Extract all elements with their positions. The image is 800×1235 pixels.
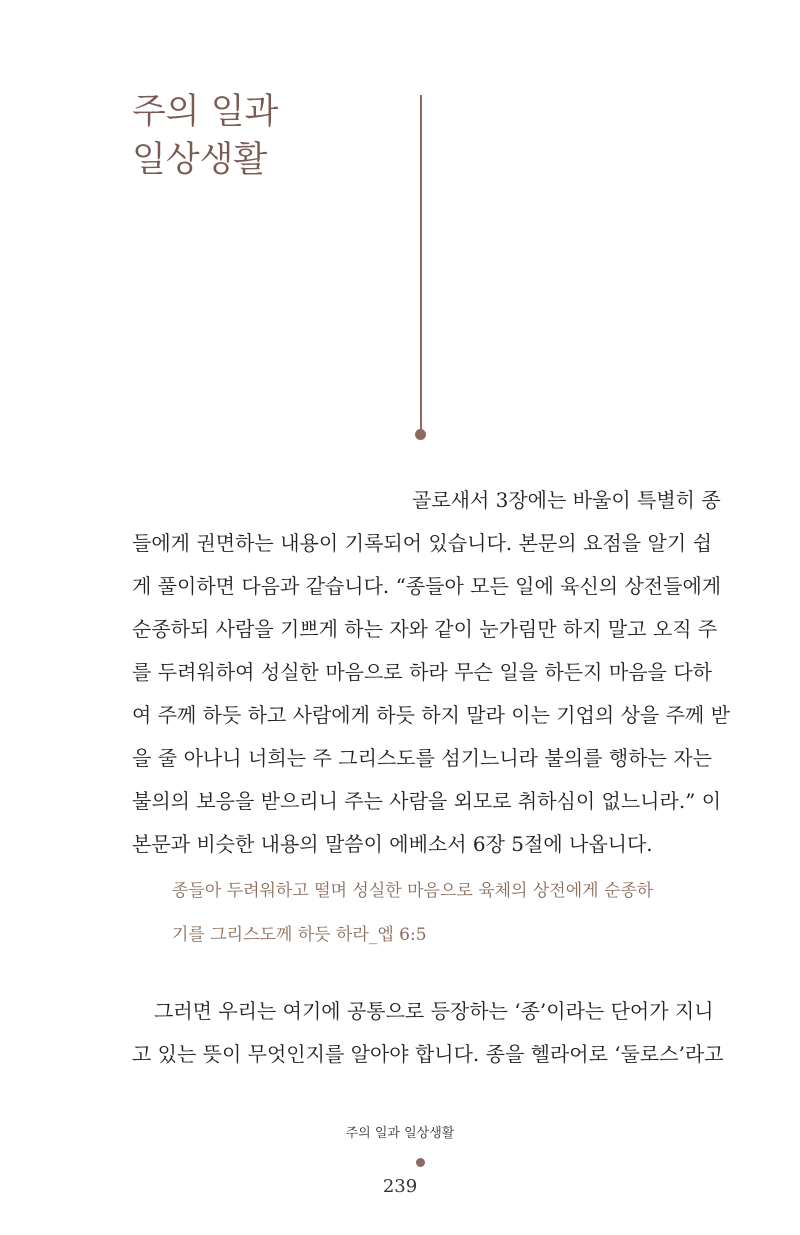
body-line: 게 풀이하면 다음과 같습니다. “종들아 모든 일에 육신의 상전들에게 <box>132 574 722 598</box>
body-line: 순종하되 사람을 기쁘게 하는 자와 같이 눈가림만 하지 말고 오직 주 <box>132 617 718 641</box>
body-line: 여 주께 하듯 하고 사람에게 하듯 하지 말라 이는 기업의 상을 주께 받 <box>132 703 730 727</box>
running-head: 주의 일과 일상생활 <box>345 1126 455 1141</box>
decorative-vertical-rule <box>420 95 422 433</box>
chapter-title <box>132 88 278 184</box>
body-line: 고 있는 뜻이 무엇인지를 알아야 합니다. 종을 헬라어로 ‘둘로스’라고 <box>132 1042 724 1066</box>
body-line: 그러면 우리는 여기에 공통으로 등장하는 ‘종’이라는 단어가 지니 <box>154 999 714 1023</box>
scripture-quote <box>172 869 672 957</box>
footer-dot <box>416 1158 425 1167</box>
body-line: 를 두려워하여 성실한 마음으로 하라 무슨 일을 하든지 마음을 다하 <box>132 660 712 684</box>
body-paragraph-2 <box>132 990 724 1076</box>
body-line: 불의의 보응을 받으리니 주는 사람을 외모로 취하심이 없느니라.” 이 <box>132 789 722 813</box>
body-line: 을 줄 아나니 너희는 주 그리스도를 섬기느니라 불의를 행하는 자는 <box>132 746 712 770</box>
chapter-title-line-1: 주의 일과 <box>132 92 279 132</box>
quote-line: 기를 그리스도께 하듯 하라_엡 6:5 <box>172 925 427 945</box>
quote-line: 종들아 두려워하고 떨며 성실한 마음으로 육체의 상전에게 순종하 <box>172 881 654 901</box>
body-line: 들에게 권면하는 내용이 기록되어 있습니다. 본문의 요점을 알기 쉽 <box>132 531 712 555</box>
decorative-rule-dot <box>415 429 426 440</box>
body-paragraph-1 <box>132 479 730 866</box>
body-line: 골로새서 3장에는 바울이 특별히 종 <box>412 488 721 512</box>
body-line: 본문과 비슷한 내용의 말씀이 에베소서 6장 5절에 나옵니다. <box>132 832 653 856</box>
page-number: 239 <box>382 1176 418 1197</box>
chapter-title-line-2: 일상생활 <box>132 140 268 180</box>
